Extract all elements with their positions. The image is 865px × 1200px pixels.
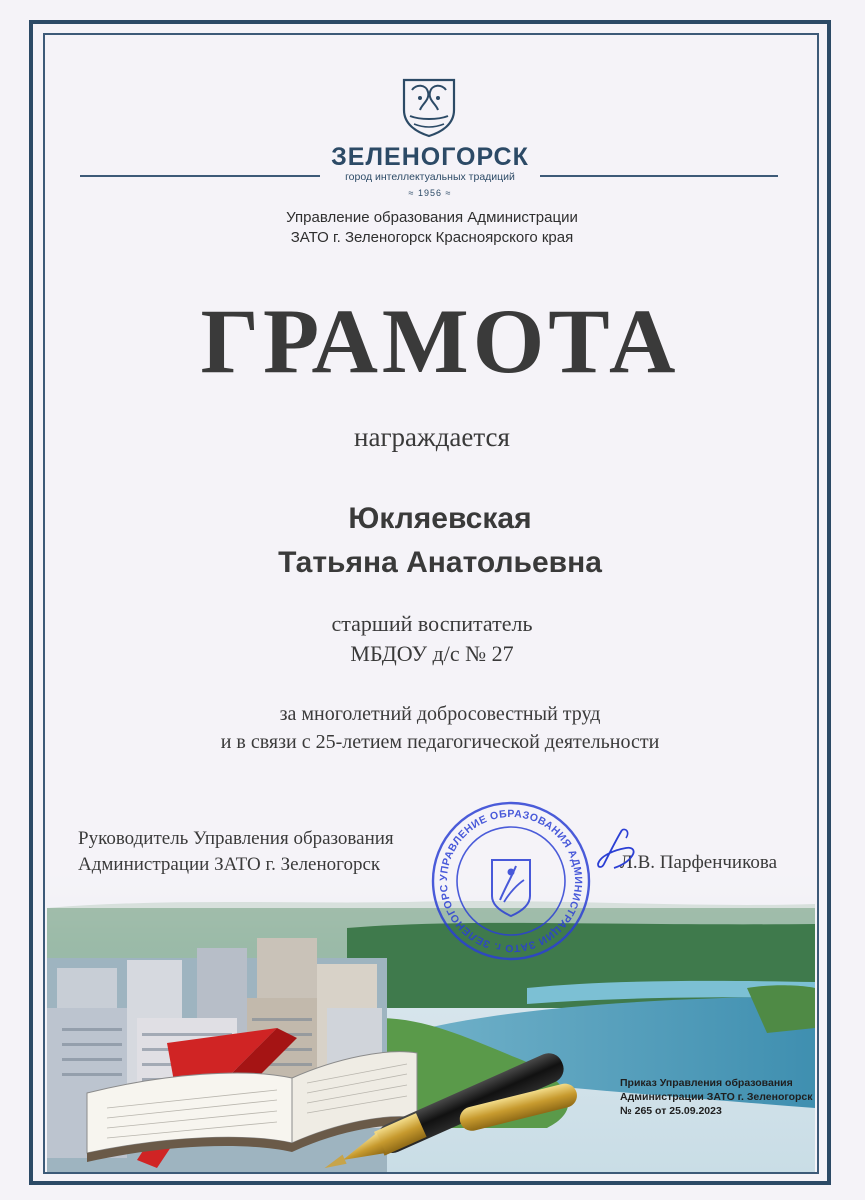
svg-text:УПРАВЛЕНИЕ ОБРАЗОВАНИЯ АДМИНИС [430, 800, 584, 954]
recipient-position [232, 609, 632, 669]
founding-year: ≈ 1956 ≈ [408, 188, 452, 198]
recipient-name [150, 497, 730, 585]
city-slogan: город интеллектуальных традиций [345, 171, 515, 183]
signer-name: Л.В. Парфенчикова [620, 852, 778, 873]
award-reason [130, 700, 750, 756]
signer-title-line-1: Руководитель Управления образования [78, 828, 394, 849]
city-name: ЗЕЛЕНОГОРСК [331, 143, 529, 171]
city-emblem-logo [398, 76, 460, 138]
issuer-block [232, 208, 632, 248]
recipient-given-names: Татьяна Анатольевна [278, 546, 602, 579]
order-line-1: Приказ Управления образования [620, 1077, 793, 1089]
founding-year-value: 1956 [417, 188, 443, 198]
official-stamp [430, 800, 592, 962]
issuer-line-1: Управление образования Администрации [286, 209, 578, 226]
header-rule-right [540, 175, 778, 177]
awarded-text: награждается [354, 422, 510, 452]
header-rule-left [80, 175, 320, 177]
stamp-ring-text: УПРАВЛЕНИЕ ОБРАЗОВАНИЯ АДМИНИСТРАЦИИ ЗАТО г. ЗЕЛЕНОГОРС [437, 807, 585, 955]
issuer-line-2: ЗАТО г. Зеленогорск Красноярского края [290, 229, 574, 246]
signer-title-line-2: Администрации ЗАТО г. Зеленогорск [78, 854, 381, 875]
order-line-2: Администрации ЗАТО г. Зеленогорск [620, 1091, 813, 1103]
order-reference [620, 1076, 820, 1118]
recipient-surname: Юкляевская [348, 502, 532, 535]
handwritten-signature [592, 826, 642, 872]
position-line-2: МБДОУ д/с № 27 [350, 641, 514, 666]
certificate-title: ГРАМОТА [200, 290, 680, 392]
order-line-3: № 265 от 25.09.2023 [620, 1105, 722, 1117]
reason-line-1: за многолетний добросовестный труд [279, 703, 601, 725]
reason-line-2: и в связи с 25-летием педагогической деятельности [220, 731, 660, 753]
position-line-1: старший воспитатель [331, 611, 533, 636]
